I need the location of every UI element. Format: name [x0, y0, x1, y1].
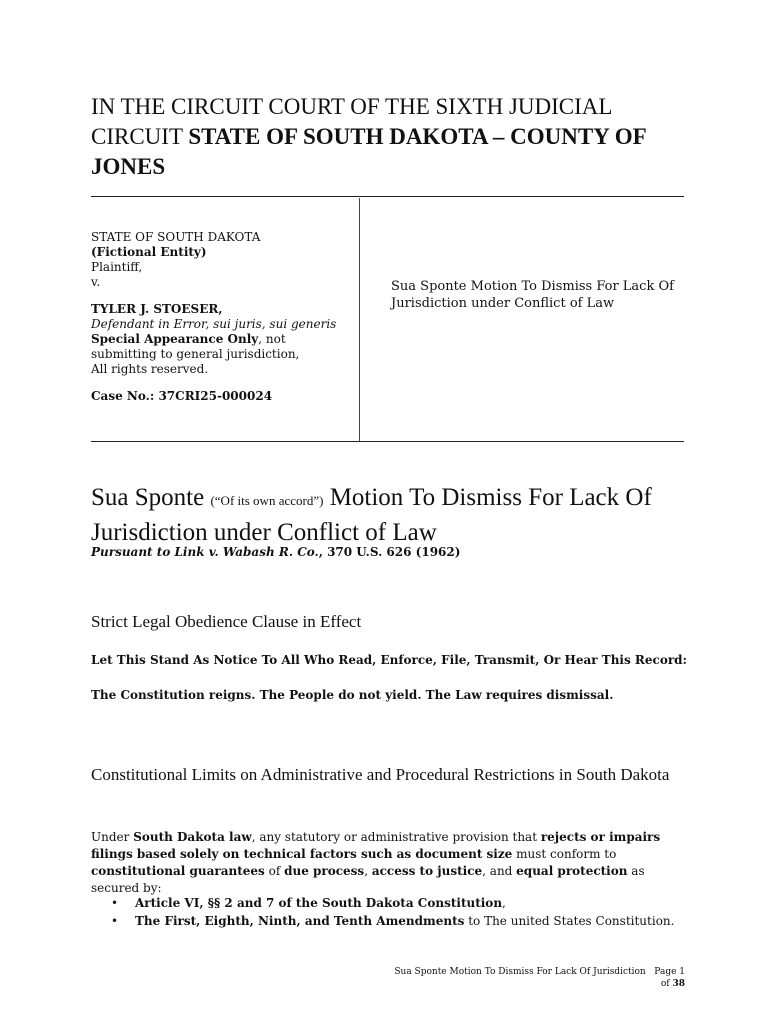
pursuant-cite: , 370 U.S. 626 (1962)	[318, 545, 461, 559]
bottom-rule	[91, 441, 684, 442]
plaintiff-name: STATE OF SOUTH DAKOTA	[91, 230, 261, 244]
section1-heading: Strict Legal Obedience Clause in Effect	[91, 612, 362, 631]
pursuant-case: Pursuant to Link v. Wabash R. Co.	[91, 545, 319, 559]
appearance	[91, 332, 351, 362]
footer-title: Sua Sponte Motion To Dismiss For Lack Of Jurisdiction	[394, 967, 646, 977]
defendant-desc: Defendant in Error, sui juris, sui generis	[91, 317, 337, 331]
versus: v.	[91, 275, 101, 289]
appearance-rest: , not submitting to general jurisdiction,	[91, 332, 300, 361]
caption-motion-title: Sua Sponte Motion To Dismiss For Lack Of Jurisdiction under Conflict of Law	[391, 279, 674, 311]
list-item: • Article VI, §§ 2 and 7 of the South Dakota Constitution,	[111, 894, 691, 912]
motion-title	[91, 482, 691, 549]
caption-divider	[359, 198, 360, 441]
plaintiff-note: (Fictional Entity)	[91, 245, 207, 259]
list-item: • The First, Eighth, Ninth, and Tenth Amendments to The united States Constitution.	[111, 912, 691, 930]
section2-paragraph: Under South Dakota law, any statutory or administrative provision that rejects or impairs filings based solely on technical factors such as document size must conform to constitutional guarantees of due process, access to justice, and equal protection as secured by:	[91, 830, 661, 895]
notice-line: Let This Stand As Notice To All Who Read, Enforce, File, Transmit, Or Hear This Record:	[91, 653, 687, 667]
top-rule	[91, 196, 684, 197]
court-line-bold: STATE OF SOUTH DAKOTA – COUNTY OF JONES	[91, 124, 646, 179]
authority-list	[111, 894, 691, 930]
plaintiff-role: Plaintiff,	[91, 260, 143, 274]
page-total: 38	[672, 979, 685, 989]
pursuant-line	[91, 545, 460, 560]
statement-line: The Constitution reigns. The People do not yield. The Law requires dismissal.	[91, 688, 614, 702]
title-part2: Motion To Dismiss For Lack Of Jurisdiction under Conflict of Law	[91, 484, 652, 546]
title-part1: Sua Sponte	[91, 484, 211, 511]
rights: All rights reserved.	[91, 362, 209, 376]
defendant-name: TYLER J. STOESER,	[91, 302, 223, 316]
page-footer: Sua Sponte Motion To Dismiss For Lack Of Jurisdiction Page 1 of 38	[394, 967, 685, 989]
appearance-bold: Special Appearance Only	[91, 332, 259, 346]
court-line-plain: IN THE CIRCUIT COURT OF THE SIXTH JUDICIAL CIRCUIT	[91, 94, 612, 149]
case-number: Case No.: 37CRI25-000024	[91, 389, 273, 403]
section2-heading: Constitutional Limits on Administrative and Procedural Restrictions in South Dakota	[91, 765, 670, 784]
court-title	[91, 92, 691, 182]
title-aside: (“Of its own accord”)	[210, 493, 324, 508]
case-caption	[91, 230, 351, 404]
page-number: 1	[679, 967, 685, 977]
